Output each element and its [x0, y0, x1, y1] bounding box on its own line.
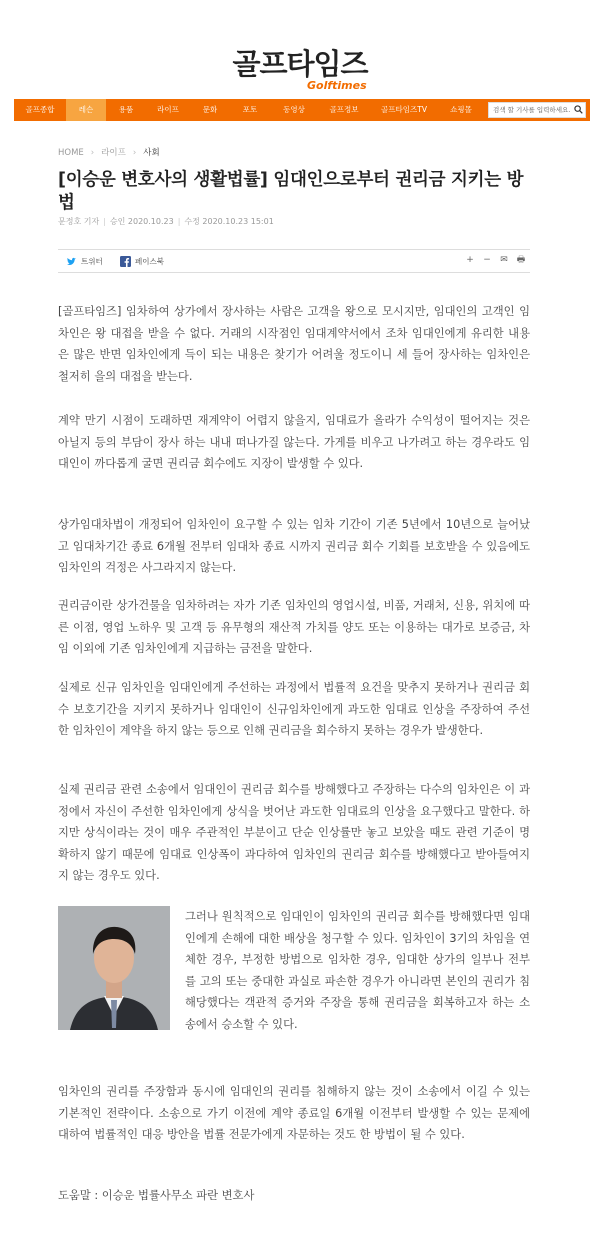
search-icon[interactable] — [574, 105, 583, 114]
site-logo[interactable] — [0, 48, 600, 93]
nav-item-culture[interactable]: 문화 — [202, 105, 218, 114]
nav-item-video[interactable]: 동영상 — [283, 105, 305, 114]
article-credit: 도움말 : 이승운 법률사무소 파란 변호사 — [58, 1189, 255, 1202]
share-bar — [58, 249, 530, 273]
chevron-right-icon: › — [132, 148, 137, 158]
breadcrumb-home[interactable]: HOME — [58, 148, 84, 158]
font-decrease-button[interactable]: − — [483, 255, 491, 265]
article-paragraph: 권리금이란 상가건물을 임차하려는 자가 기존 임차인의 영업시설, 비품, 거래처, 신용, 위치에 따른 이점, 영업 노하우 및 고객 등 유무형의 재산적 가치를 양도 또는 이용하는 대가로 보증금, 차임 이외에 기존 임차인에게 지급하는 금전을 말한다. — [58, 599, 530, 656]
email-button[interactable]: ✉ — [500, 255, 508, 265]
twitter-icon — [66, 256, 77, 267]
nav-item-photo[interactable]: 포토 — [242, 105, 258, 114]
article-paragraph: [골프타임즈] 임차하여 상가에서 장사하는 사람은 고객을 왕으로 모시지만, 임대인의 고객인 임차인은 왕 대접을 받을 수 없다. 거래의 시작점인 임대계약서에서 조차 임대인에게 유리한 내용은 많은 반면 임차인에게 득이 되는 내용은 찾기가 어려울 정도이니 세 들어 장사하는 임차인은 철저히 을의 대접을 받는다. — [58, 305, 530, 383]
nav-item-shopping[interactable]: 쇼핑몰 — [450, 105, 472, 114]
main-nav — [14, 99, 590, 121]
article-tools — [463, 253, 528, 268]
article-paragraph: 그러나 원칙적으로 임대인이 임차인의 권리금 회수를 방해했다면 임대인에게 손해에 대한 배상을 청구할 수 있다. 임차인이 3기의 차임을 연체한 경우, 부정한 방법으로 임차한 경우, 임대한 상가의 일부나 전부를 고의 또는 중대한 과실로 파손한 경우가 아니라면 본인의 권리가 침해당했다는 객관적 증거와 주장을 통해 권리금을 회복하고자 하는 소송에서 승소할 수 있다. — [185, 910, 530, 1031]
modified-date: 수정 2020.10.23 15:01 — [184, 217, 274, 226]
nav-item-gear[interactable]: 용품 — [118, 105, 134, 114]
nav-item-lesson[interactable]: 레슨 — [66, 99, 106, 121]
search-placeholder: 검색 할 기사를 입력하세요. — [493, 106, 571, 114]
twitter-share-button[interactable] — [66, 254, 103, 268]
nav-item-golf-info[interactable]: 골프정보 — [329, 105, 359, 114]
person-portrait-icon — [58, 906, 170, 1030]
twitter-label: 트위터 — [81, 256, 103, 266]
breadcrumb — [58, 146, 160, 158]
article-title: [이승운 변호사의 생활법률] 임대인으로부터 권리금 지키는 방법 — [58, 170, 524, 213]
nav-item-golf-general[interactable]: 골프종합 — [25, 105, 55, 114]
article-meta: 문정호 기자 | 승인 2020.10.23 | 수정 2020.10.23 15:01 — [58, 217, 274, 226]
article-paragraph: 실제 권리금 관련 소송에서 임대인이 권리금 회수를 방해했다고 주장하는 다수의 임차인은 이 과정에서 자신이 주선한 임차인에게 상식을 벗어난 과도한 임대료의 인상을 요구했다고 말한다. 하지만 상식이라는 것이 매우 주관적인 부분이고 단순 인상률만 놓고 보았을 때도 관련 기준이 명확하지 않기 때문에 임대료 인상폭이 과다하여 임차인의 권리금 회수를 방해했다고 받아들여지지 않는 경우도 있다. — [58, 783, 530, 883]
logo-english: Golftimes — [307, 79, 367, 92]
reporter-name: 문정호 기자 — [58, 217, 100, 226]
search-input[interactable] — [488, 102, 586, 118]
facebook-label: 페이스북 — [135, 256, 164, 266]
author-photo — [58, 906, 170, 1030]
article-paragraph: 상가임대차법이 개정되어 임차인이 요구할 수 있는 임차 기간이 기존 5년에서 10년으로 늘어났고 임대차기간 종료 6개월 전부터 임대차 종료 시까지 권리금 회수 기회를 보호받을 수 있음에도 임차인의 걱정은 사그라지지 않는다. — [58, 518, 530, 575]
breadcrumb-current[interactable]: 사회 — [143, 148, 160, 158]
article-paragraph: 실제로 신규 임차인을 임대인에게 주선하는 과정에서 법률적 요건을 맞추지 못하거나 권리금 회수 보호기간을 지키지 못하거나 임대인이 신규임차인에게 과도한 임대료 인상을 주장하여 주선한 임차인이 계약을 하지 않는 등으로 인해 권리금을 회수하지 못하는 경우가 발생한다. — [58, 681, 530, 738]
breadcrumb-section[interactable]: 라이프 — [101, 148, 126, 158]
approved-date: 승인 2020.10.23 — [109, 217, 174, 226]
font-increase-button[interactable]: + — [466, 255, 474, 265]
article-paragraph: 임차인의 권리를 주장함과 동시에 임대인의 권리를 침해하지 않는 것이 소송에서 이길 수 있는 기본적인 전략이다. 소송으로 가기 이전에 계약 종료일 6개월 이전부터 발생할 수 있는 문제에 대하여 법률적인 대응 방안을 법률 전문가에게 자문하는 것도 한 방법이 될 수 있다. — [58, 1085, 530, 1142]
article-paragraph: 계약 만기 시점이 도래하면 재계약이 어렵지 않을지, 임대료가 올라가 수익성이 떨어지는 것은 아닐지 등의 부담이 장사 하는 내내 떠나가질 않는다. 가게를 비우고 나가려고 하는 경우라도 임대인이 까다롭게 굴면 권리금 회수에도 지장이 발생할 수 있다. — [58, 414, 530, 471]
logo-korean: 골프타임즈 — [232, 47, 368, 81]
nav-item-golftimes-tv[interactable]: 골프타임즈TV — [381, 105, 427, 114]
print-button[interactable]: 🖶 — [516, 255, 526, 265]
chevron-right-icon: › — [90, 148, 95, 158]
facebook-icon — [120, 256, 131, 267]
facebook-share-button[interactable] — [120, 254, 164, 268]
nav-item-life[interactable]: 라이프 — [157, 105, 179, 114]
